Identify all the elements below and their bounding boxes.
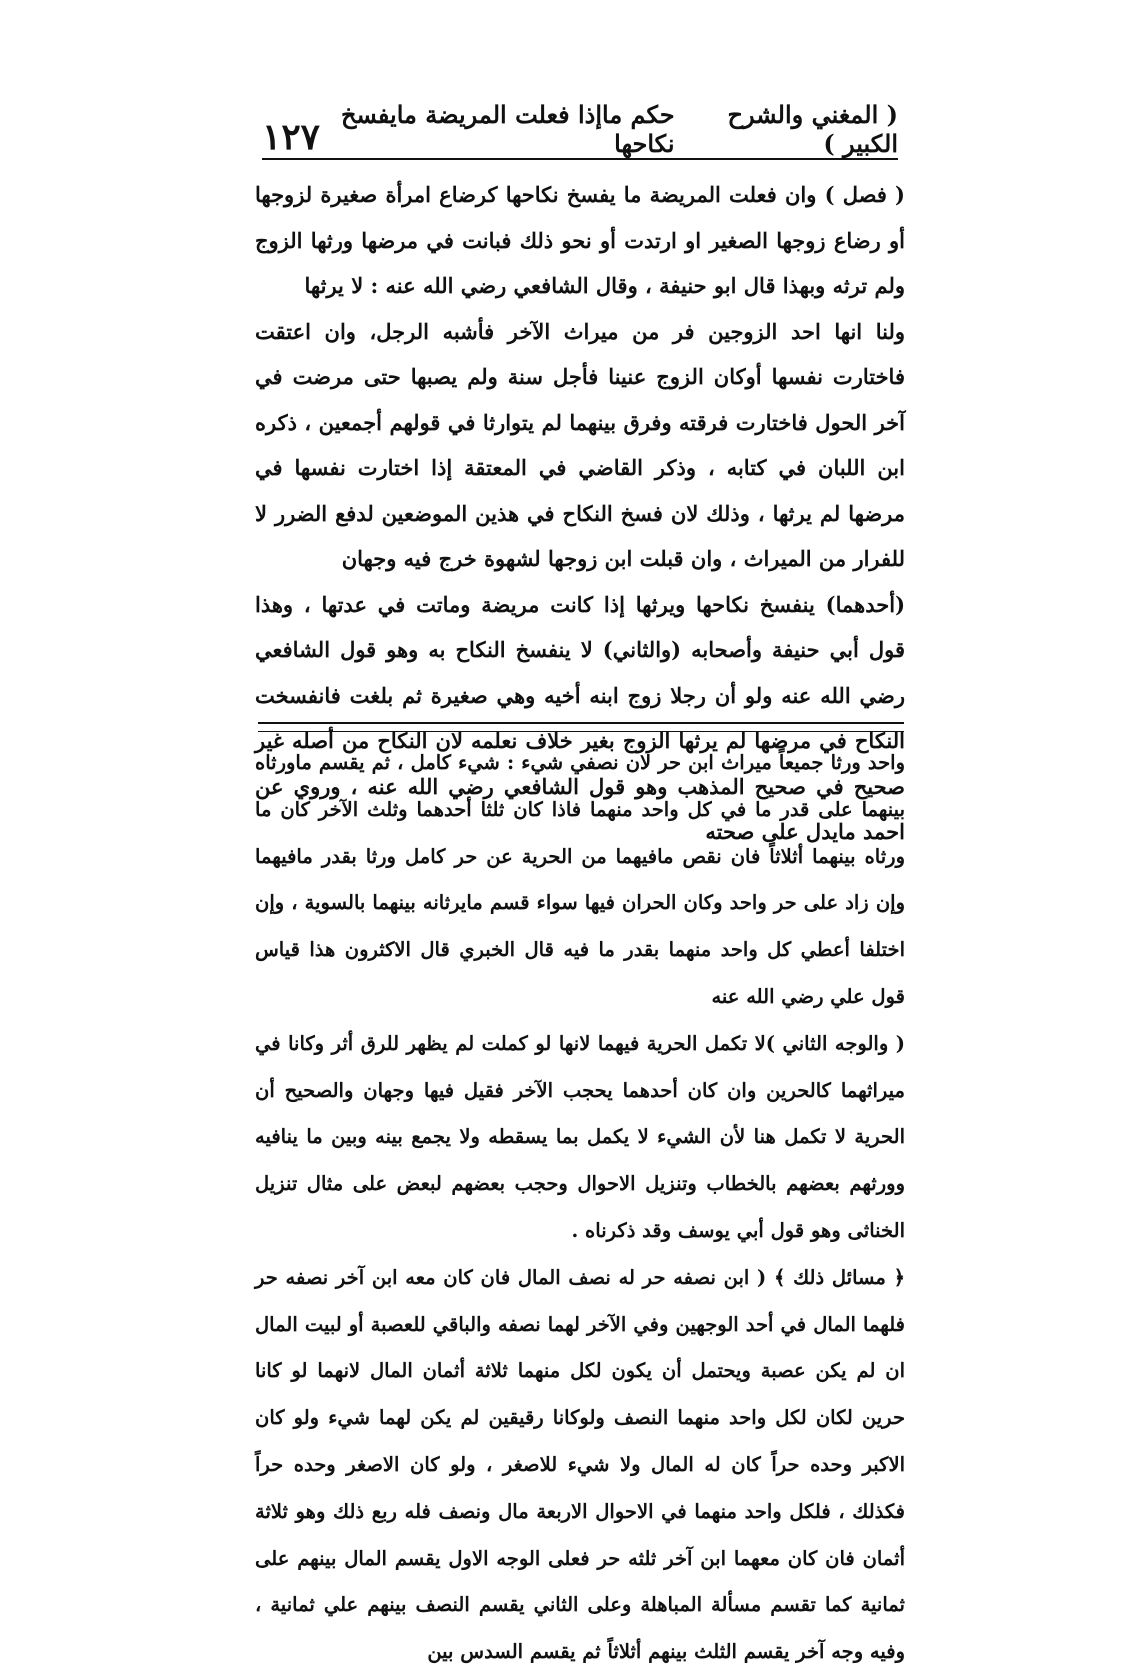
main-paragraph-ahaduhuma: (أحدهما) ينفسخ نكاحها ويرثها إذا كانت مريضة وماتت في عدتها ، وهذا قول أبي حنيفة وأصحابه (والثاني) لا ينفسخ النكاح به وهو قول الشافعي رضي الله عنه ولو أن رجلا زوج ابنه أخيه وهي صغيرة ثم بلغت فانفسخت النكاح في مرضها لم يرثها الزوج بغير خلاف نعلمه لان النكاح من أصله غير صحيح في صحيح المذهب وهو قول الشافعي رضي الله عنه ، وروي عن احمد مايدل على صحته: [255, 591, 905, 844]
page-number: ١٢٧: [262, 116, 321, 158]
commentary-text: [255, 740, 905, 1676]
section-divider-second: [258, 731, 904, 732]
main-paragraph-walana: ولنا انها احد الزوجين فر من ميراث الآخر فأشبه الرجل، وان اعتقت فاختارت نفسها أوكان الزوج عنينا فأجل سنة ولم يصبها حتى مرضت في آخر الحول فاختارت فرقته وفرق بينهما لم يتوارثا في قولهم أجمعين ، ذكره ابن اللبان في كتابه ، وذكر القاضي في المعتقة إذا اختارت نفسها في مرضها لم يرثها ، وذلك لان فسخ النكاح في هذين الموضعين لدفع الضرر لا للفرار من الميراث ، وان قبلت ابن زوجها لشهوة خرج فيه وجهان: [255, 318, 905, 571]
running-header: [262, 100, 898, 158]
header-rule: [262, 158, 898, 160]
chapter-title: حكم ماإذا فعلت المريضة مايفسخ نكاحها: [341, 100, 675, 158]
commentary-paragraph-2: ( والوجه الثاني )لا تكمل الحرية فيهما لانها لو كملت لم يظهر للرق أثر وكانا في ميراثهما كالحرين وان كان أحدهما يحجب الآخر فقيل فيها وجهان والصحيح أن الحرية لا تكمل هنا لأن الشيء لا يكمل بما يسقطه ولا يجمع بينه وبين ما ينافيه وورثهم بعضهم بالخطاب وتنزيل الاحوال وحجب بعضهم لبعض على مثال تنزيل الخناثى وهو قول أبي يوسف وقد ذكرناه .: [255, 1031, 905, 1242]
section-divider: [258, 722, 904, 724]
book-title: ( المغني والشرح الكبير ): [727, 100, 898, 158]
commentary-paragraph-1: واحد ورثا جميعاً ميراث ابن حر لان نصفي شيء : شيء كامل ، ثم يقسم ماورثاه بينهما على قدر ما في كل واحد منهما فاذا كان ثلثا أحدهما وثلث الآخر كان ما ورثاه بينهما أثلاثاً فان نقص مافيهما من الحرية عن حر كامل ورثا بقدر مافيهما وإن زاد على حر واحد وكان الحران فيها سواء قسم مايرثانه بينهما بالسوية ، وإن اختلفا أعطي كل واحد منهما بقدر ما فيه قال الخبري قال الاكثرون هذا قياس قول علي رضي الله عنه: [255, 751, 905, 1008]
main-paragraph-fasl: ( فصل ) وان فعلت المريضة ما يفسخ نكاحها كرضاع امرأة صغيرة لزوجها أو رضاع زوجها الصغير او ارتدت أو نحو ذلك فبانت في مرضها ورثها الزوج ولم ترثه وبهذا قال ابو حنيفة ، وقال الشافعي رضي الله عنه : لا يرثها: [255, 182, 905, 298]
commentary-paragraph-3: ﴿ مسائل ذلك ﴾ ( ابن نصفه حر له نصف المال فان كان معه ابن آخر نصفه حر فلهما المال في أحد الوجهين وفي الآخر لهما نصفه والباقي للعصبة أو لبيت المال ان لم يكن عصبة ويحتمل أن يكون لكل منهما ثلاثة أثمان المال لانهما لو كانا حرين لكان لكل واحد منهما النصف ولوكانا رقيقين لم يكن لهما شيء ولو كان الاكبر وحده حراً كان له المال ولا شيء للاصغر ، ولو كان الاصغر وحده حراً فكذلك ، فلكل واحد منهما في الاحوال الاربعة مال ونصف فله ربع ذلك وهو ثلاثة أثمان فان كان معهما ابن آخر ثلثه حر فعلى الوجه الاول يقسم المال بينهم على ثمانية كما تقسم مسألة المباهلة وعلى الثاني يقسم النصف بينهم علي ثمانية ، وفيه وجه آخر يقسم الثلث بينهم أثلاثاً ثم يقسم السدس بين: [255, 1265, 905, 1664]
